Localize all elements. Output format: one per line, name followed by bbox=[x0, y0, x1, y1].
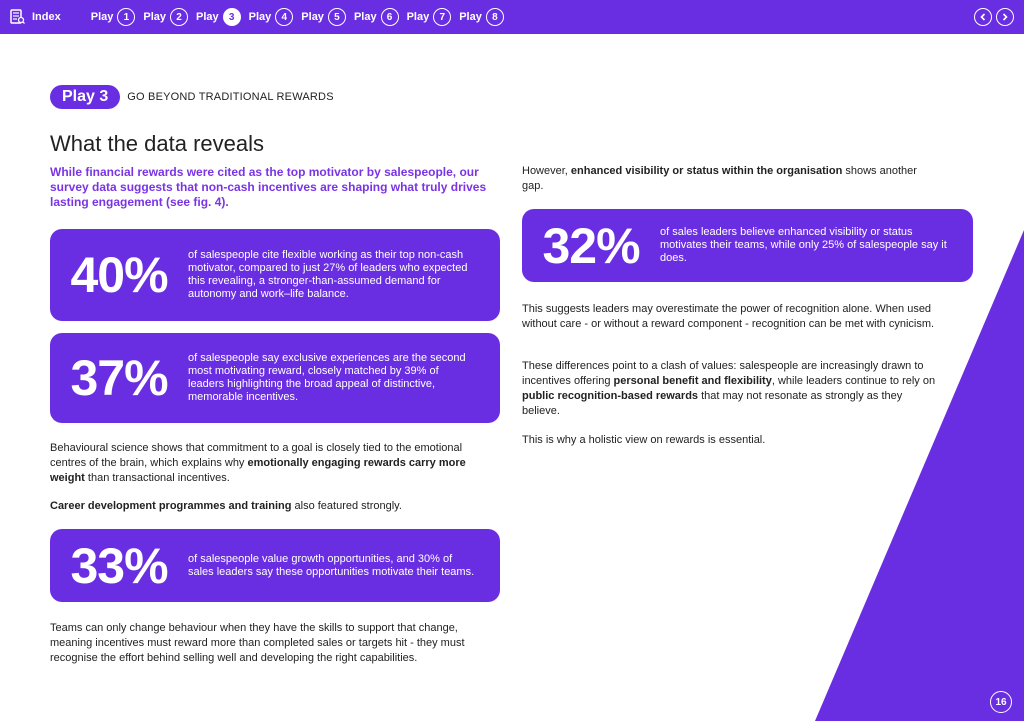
play-label: Play bbox=[406, 11, 430, 23]
stat-card-32 bbox=[522, 209, 973, 282]
play-label: Play bbox=[301, 11, 324, 23]
text-run: , while leaders continue to rely on bbox=[771, 375, 936, 387]
lead-paragraph: While financial rewards were cited as the top motivator by salespeople, our survey data suggests that non-cash incentives are shaping what truly drives lasting engagement (see fig. 4). bbox=[50, 165, 487, 209]
play-label: Play bbox=[196, 11, 219, 23]
text-run: Behavioural science shows that commitment to a goal is closely tied to the emotional centres of the brain, which explains why bbox=[50, 442, 463, 469]
nav-play-4[interactable] bbox=[249, 8, 294, 26]
play-label: Play bbox=[90, 11, 114, 23]
text-run: shows another gap. bbox=[522, 165, 917, 192]
stat-value: 40% bbox=[70, 247, 168, 303]
text-run: that may not resonate as strongly as they believe. bbox=[522, 390, 903, 417]
teams-paragraph: Teams can only change behaviour when they have the skills to support that change, meaning incentives must reward more than completed sales or targets hit - they must recognise the effort behind selling well and developing the right capabilities. bbox=[50, 622, 465, 664]
bold-run: emotionally engaging rewards carry more weight bbox=[50, 457, 466, 484]
chevron-left-icon bbox=[979, 13, 987, 21]
play-number: 6 bbox=[381, 8, 399, 26]
bold-run: public recognition-based rewards bbox=[522, 390, 699, 402]
play-number: 2 bbox=[170, 8, 188, 26]
stat-value: 33% bbox=[70, 537, 168, 594]
nav-play-3[interactable] bbox=[196, 8, 241, 26]
page-title: What the data reveals bbox=[50, 131, 265, 156]
text-run: These differences point to a clash of values: salespeople are increasingly drawn to incentives offering bbox=[522, 360, 924, 387]
stat-description: of salespeople cite flexible working as their top non-cash motivator, compared to just 27% of leaders who expected this revealing, a stronger-than-assumed demand for autonomy and work–life balance. bbox=[188, 249, 468, 300]
index-document-icon bbox=[10, 9, 25, 25]
nav-play-7[interactable] bbox=[407, 8, 452, 26]
visibility-paragraph bbox=[522, 164, 922, 194]
play-label: Play bbox=[143, 11, 167, 23]
nav-play-1[interactable] bbox=[91, 8, 136, 26]
holistic-view-paragraph: This is why a holistic view on rewards is essential. bbox=[522, 434, 766, 446]
bold-run: personal benefit and flexibility bbox=[613, 375, 772, 387]
play-number: 8 bbox=[486, 8, 504, 26]
prev-page-button[interactable] bbox=[974, 8, 992, 26]
nav-play-5[interactable] bbox=[301, 8, 346, 26]
career-development-paragraph bbox=[50, 499, 490, 514]
page-number: 16 bbox=[990, 691, 1012, 713]
play-label: Play bbox=[459, 11, 482, 23]
top-nav-bar bbox=[0, 0, 1024, 34]
stat-description: of salespeople say exclusive experiences are the second most motivating reward, closely matched by 39% of leaders highlighting the broad appeal of distinctive, memorable incentives. bbox=[188, 352, 466, 403]
nav-play-8[interactable] bbox=[459, 8, 504, 26]
stat-value: 37% bbox=[70, 350, 168, 406]
play-label: Play bbox=[353, 11, 377, 23]
play-number: 1 bbox=[117, 8, 135, 26]
stat-description: of sales leaders believe enhanced visibility or status motivates their teams, while only 25% of salespeople say it does. bbox=[660, 226, 947, 264]
text-run: However, bbox=[522, 165, 571, 177]
stat-description: of salespeople value growth opportunities, and 30% of sales leaders say these opportunities motivate their teams. bbox=[188, 552, 475, 578]
bold-run: enhanced visibility or status within the organisation bbox=[570, 165, 843, 177]
values-clash-paragraph bbox=[522, 359, 942, 419]
behavioural-science-paragraph bbox=[50, 441, 470, 486]
page-nav-arrows bbox=[974, 8, 1014, 26]
bold-run: Career development programmes and training bbox=[50, 500, 292, 512]
play-number: 3 bbox=[223, 8, 241, 26]
nav-play-2[interactable] bbox=[143, 8, 188, 26]
stat-card-40 bbox=[50, 229, 500, 321]
stat-card-33 bbox=[50, 529, 500, 602]
play-number: 7 bbox=[433, 8, 451, 26]
section-badge bbox=[50, 85, 334, 109]
nav-play-6[interactable] bbox=[354, 8, 399, 26]
text-run: also featured strongly. bbox=[291, 500, 402, 512]
next-page-button[interactable] bbox=[996, 8, 1014, 26]
stat-value: 32% bbox=[542, 217, 640, 274]
index-label: Index bbox=[32, 11, 61, 23]
text-run: than transactional incentives. bbox=[84, 472, 230, 484]
stat-card-37 bbox=[50, 333, 500, 423]
recognition-paragraph: This suggests leaders may overestimate the power of recognition alone. When used without care - or without a reward component - recognition can be met with cynicism. bbox=[522, 303, 935, 330]
play-label: Play bbox=[248, 11, 272, 23]
play-number: 5 bbox=[328, 8, 346, 26]
chevron-right-icon bbox=[1001, 13, 1009, 21]
play-pill: Play 3 bbox=[50, 85, 120, 109]
play-title: GO BEYOND TRADITIONAL REWARDS bbox=[127, 91, 334, 103]
play-number: 4 bbox=[275, 8, 293, 26]
index-link[interactable] bbox=[10, 9, 61, 25]
